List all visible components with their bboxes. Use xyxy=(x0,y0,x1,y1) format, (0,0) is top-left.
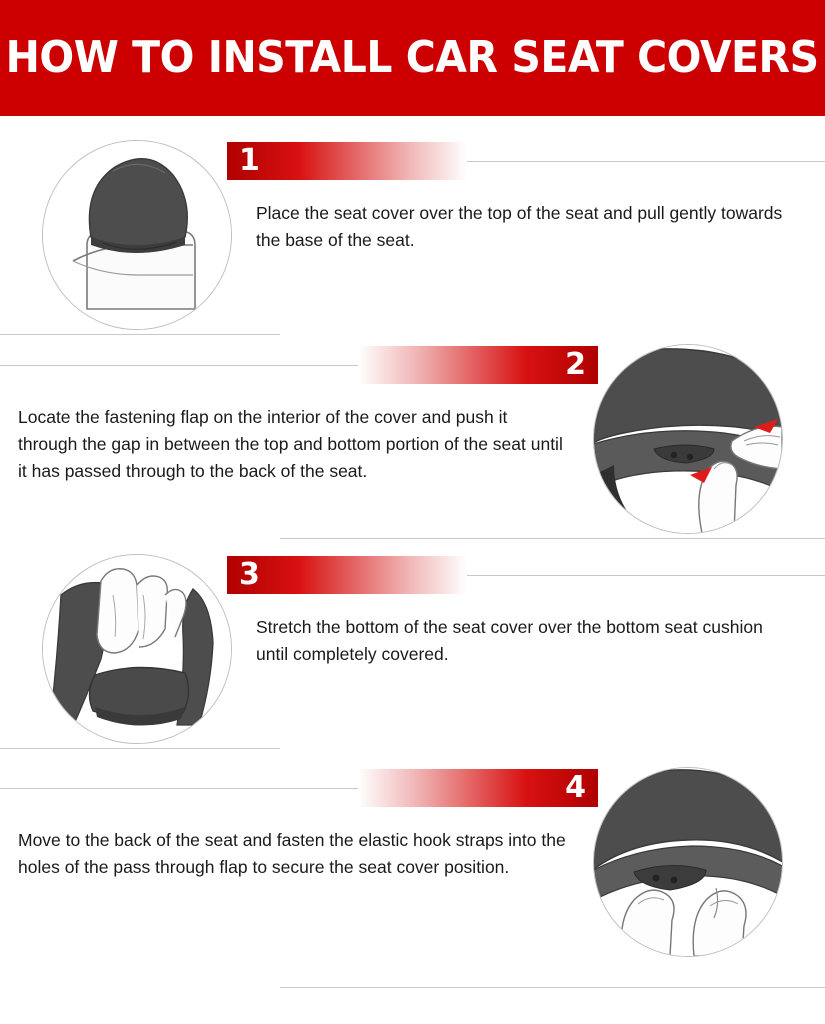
step-2-text: Locate the fastening flap on the interior of the cover and push it through the gap in between the top and bottom portion of the seat until it has passed through to the back of the seat. xyxy=(18,407,563,482)
step-1-number-bar xyxy=(227,142,467,180)
step-2 xyxy=(0,338,825,543)
step-1 xyxy=(0,134,825,339)
stretch-cover-over-cushion-icon xyxy=(43,555,231,743)
step-3-number-bar xyxy=(227,556,467,594)
step-3-illustration xyxy=(42,554,232,744)
step-1-illustration xyxy=(42,140,232,330)
hands-pushing-fastening-flap-icon xyxy=(594,345,782,533)
step-3-number: 3 xyxy=(239,557,260,592)
step-1-number: 1 xyxy=(239,143,260,178)
step-4-number: 4 xyxy=(565,770,586,805)
step-3-rule xyxy=(467,575,825,576)
step-2-illustration xyxy=(593,344,783,534)
step-2-rule xyxy=(0,365,358,366)
step-1-divider xyxy=(0,334,280,335)
page-title: HOW TO INSTALL CAR SEAT COVERS xyxy=(6,32,820,83)
page-header xyxy=(0,0,825,116)
step-4-number-bar xyxy=(358,769,598,807)
step-3 xyxy=(0,548,825,753)
step-3-divider xyxy=(0,748,280,749)
step-2-number-bar xyxy=(358,346,598,384)
step-2-number: 2 xyxy=(565,347,586,382)
step-2-divider xyxy=(280,538,825,539)
step-4-divider xyxy=(280,987,825,988)
fasten-elastic-hook-straps-icon xyxy=(594,768,782,956)
step-4 xyxy=(0,761,825,991)
step-1-rule xyxy=(467,161,825,162)
step-4-text: Move to the back of the seat and fasten the elastic hook straps into the holes of the pass through flap to secure the seat cover position. xyxy=(18,830,566,878)
steps-container xyxy=(0,116,825,1024)
seat-cover-over-top-of-seat-icon xyxy=(43,141,231,329)
step-3-text: Stretch the bottom of the seat cover over the bottom seat cushion until completely covered. xyxy=(256,617,763,665)
step-1-text: Place the seat cover over the top of the seat and pull gently towards the base of the seat. xyxy=(256,203,783,251)
step-4-illustration xyxy=(593,767,783,957)
step-4-rule xyxy=(0,788,358,789)
